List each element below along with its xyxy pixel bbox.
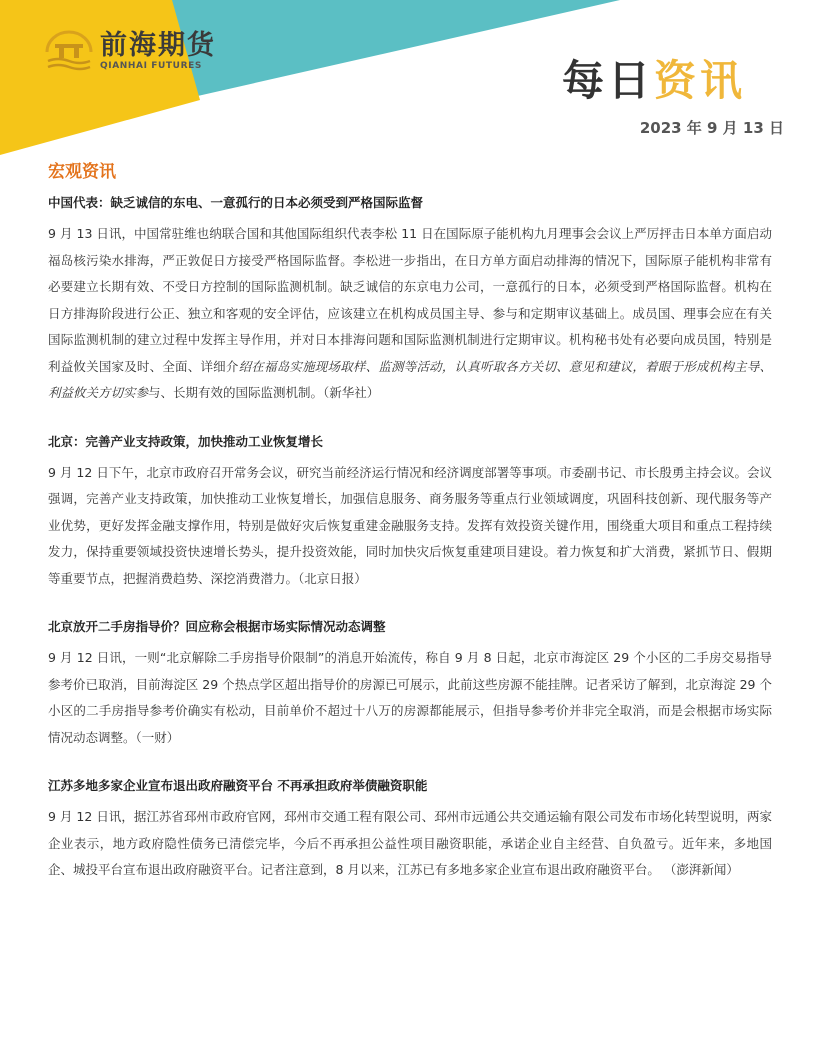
- news-item: [48, 618, 772, 751]
- section-title: 宏观资讯: [48, 162, 116, 182]
- news-item: [48, 433, 772, 593]
- news-item: [48, 194, 772, 407]
- logo-emblem-icon: [44, 30, 94, 72]
- company-logo: [44, 30, 216, 72]
- news-headline: 北京：完善产业支持政策，加快推动工业恢复增长: [48, 433, 324, 449]
- logo-english-name: QIANHAI FUTURES: [100, 61, 202, 71]
- page-title-part2: 资讯: [653, 56, 746, 105]
- news-headline: 江苏多地多家企业宣布退出政府融资平台 不再承担政府举债融资职能: [48, 778, 428, 793]
- news-headline: 北京放开二手房指导价？回应称会根据市场实际情况动态调整: [48, 619, 386, 634]
- page-title-part1: 每日: [561, 56, 654, 105]
- news-item: [48, 777, 772, 884]
- yellow-stripe: [0, 0, 200, 155]
- page-title: [562, 48, 746, 108]
- publish-date: 2023 年 9 月 13 日: [639, 119, 784, 137]
- news-body: 9 月 12 日讯，据江苏省邳州市政府官网，邳州市交通工程有限公司、邳州市远通公共交通运输有限公司发布市场化转型说明，两家企业表示，地方政府隐性债务已清偿完毕，今后不再承担公益性项目融资职能，承诺企业自主经营、自负盈亏。近年来，多地国企、城投平台宣布退出政府融资平台。记者注意到，8 月以来，江苏已有多地多家企业宣布退出政府融资平台。 （澎湃新闻）: [48, 809, 772, 877]
- news-body-end-text: 与、长期有效的国际监测机制。（新华社）: [148, 385, 380, 400]
- news-headline: 中国代表：缺乏诚信的东电、一意孤行的日本必须受到严格国际监督: [48, 195, 424, 210]
- news-body: [48, 221, 772, 407]
- news-body: 9 月 12 日下午，北京市政府召开常务会议，研究当前经济运行情况和经济调度部署等事项。市委副书记、市长殷勇主持会议。会议强调，完善产业支持政策，加快推动工业恢复增长，加强信息服务、商务服务等重点行业领域调度，巩固科技创新、现代服务等产业优势，更好发挥金融支撑作用，特别是做好灾后恢复重建金融服务支持。发挥有效投资关键作用，围绕重大项目和重点工程持续发力，保持重要领域投资快速增长势头，提升投资效能，同时加快灾后恢复重建项目建设。着力恢复和扩大消费，紧抓节日、假期等重要节点，把握消费趋势、深挖消费潜力。（北京日报）: [48, 464, 772, 586]
- logo-chinese-name: 前海期货: [100, 30, 216, 61]
- news-body: 9 月 12 日讯，一则“北京解除二手房指导价限制”的消息开始流传，称自 9 月 8 日起，北京市海淀区 29 个小区的二手房交易指导参考价已取消，目前海淀区 29 个热点学区超出指导价的房源已可展示，此前这些房源不能挂牌。记者采访了解到，北京海淀 29 个小区的二手房指导参考价确实有松动，目前单价不超过十八万的房源都能展示，但指导参考价并非完全取消，而是会根据市场实际情况动态调整。（一财）: [48, 650, 772, 745]
- news-body-italic-text: 绍在福岛实施现场取样、监测等活动，认真听取各方关切、意见和建议，着眼于形成机构主导、利益攸关方切实参: [48, 358, 772, 400]
- main-content: [48, 160, 772, 910]
- news-body-text: 9 月 13 日讯，中国常驻维也纳联合国和其他国际组织代表李松 11 日在国际原子能机构九月理事会会议上严厉抨击日本单方面启动福岛核污染水排海，严正敦促日方接受严格国际监督。李松进一步指出，在日方单方面启动排海的情况下，国际原子能机构非常有必要建立长期有效、不受日方控制的国际监测机制。缺乏诚信的东京电力公司，一意孤行的日本，必须受到严格国际监督。机构在日方排海阶段进行公正、独立和客观的安全评估，应该建立在机构成员国主导、参与和定期审议基础上。成员国、理事会应在有关国际监测机制的建立过程中发挥主导作用，并对日本排海问题和国际监测机制进行定期审议。机构秘书处有必要向成员国，特别是利益攸关国家及时、全面、详细介: [48, 226, 772, 374]
